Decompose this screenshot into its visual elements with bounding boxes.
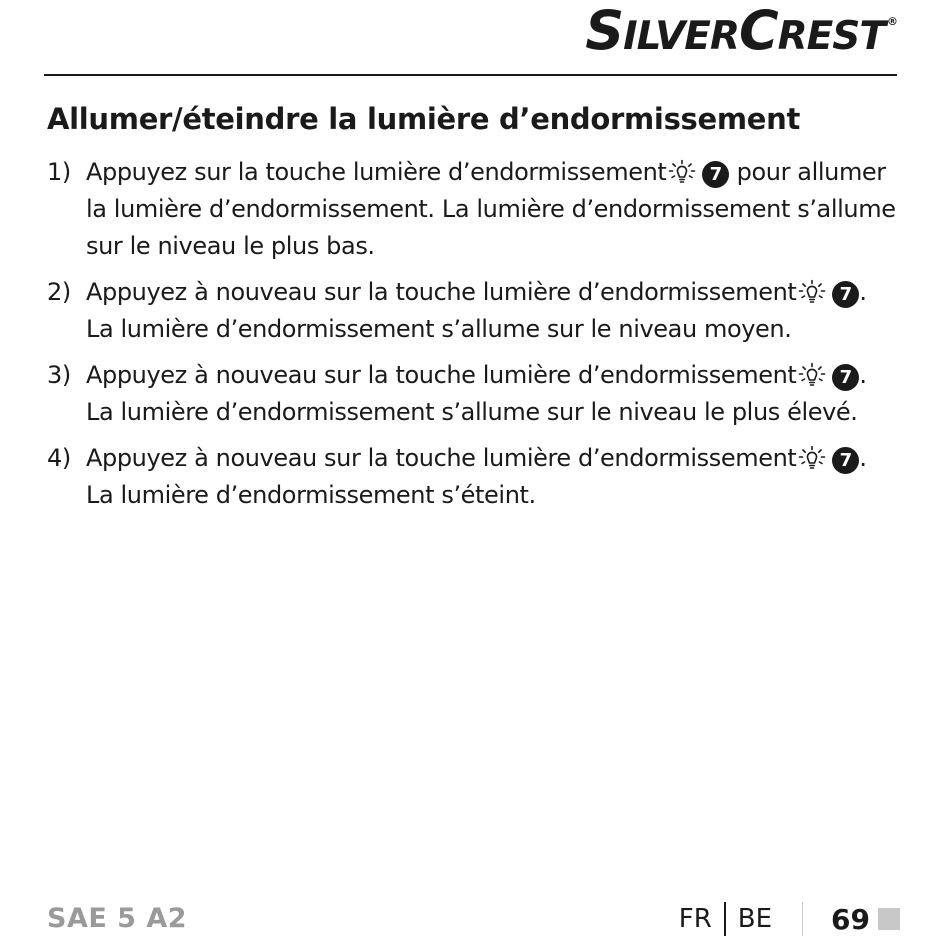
step-line [86, 274, 897, 311]
step-number: 1) [47, 158, 71, 186]
brand-crest-rest: REST [777, 14, 885, 59]
footer-language-fr: FR [678, 904, 712, 934]
step-line-text: . [859, 444, 867, 472]
step-line [86, 154, 897, 191]
footer-model-number: SAE 5 A2 [47, 903, 188, 934]
step-line [86, 357, 897, 394]
step-text [86, 274, 897, 348]
step-line-text: . [859, 361, 867, 389]
step-text [86, 357, 897, 431]
step-line: La lumière d’endormissement s’éteint. [86, 481, 536, 509]
brand-silver-rest: ILVER [623, 14, 739, 59]
step-line-text: Appuyez sur la touche lumière d’endormissement [86, 158, 667, 186]
button-number-badge: 7 [702, 161, 729, 188]
sleep-light-sun-icon [798, 362, 826, 388]
page-marker-square [878, 908, 900, 930]
button-number-badge: 7 [832, 447, 859, 474]
step-line: La lumière d’endormissement s’allume sur le niveau le plus élevé. [86, 398, 858, 426]
brand-logo [585, 0, 898, 62]
step-number: 4) [47, 444, 71, 472]
footer-page-info [679, 902, 900, 936]
step-line-text: . [859, 278, 867, 306]
step-line [86, 440, 897, 477]
step-3 [47, 357, 897, 431]
instruction-steps [47, 154, 897, 523]
step-4 [47, 440, 897, 514]
page-number: 69 [831, 902, 870, 936]
sleep-light-sun-icon [798, 445, 826, 471]
step-line-text: Appuyez à nouveau sur la touche lumière d’endormissement [86, 444, 797, 472]
step-line: La lumière d’endormissement s’allume sur le niveau moyen. [86, 315, 792, 343]
step-line-text: pour allumer [729, 158, 886, 186]
step-text [86, 154, 897, 265]
brand-letter-c: C [738, 0, 778, 62]
step-number: 3) [47, 361, 71, 389]
footer-language-be: BE [737, 904, 773, 934]
step-text [86, 440, 897, 514]
step-2 [47, 274, 897, 348]
footer-divider [802, 902, 803, 936]
sleep-light-sun-icon [668, 159, 696, 185]
brand-letter-s: S [585, 0, 624, 62]
footer-language-divider [724, 902, 726, 936]
step-line-text: Appuyez à nouveau sur la touche lumière d’endormissement [86, 278, 797, 306]
registered-mark: ® [887, 15, 898, 28]
button-number-badge: 7 [832, 281, 859, 308]
step-number: 2) [47, 278, 71, 306]
sleep-light-sun-icon [798, 279, 826, 305]
step-line: sur le niveau le plus bas. [86, 232, 375, 260]
button-number-badge: 7 [832, 364, 859, 391]
step-line-text: Appuyez à nouveau sur la touche lumière d’endormissement [86, 361, 797, 389]
step-line: la lumière d’endormissement. La lumière d’endormissement s’allume [86, 195, 896, 223]
header-divider [44, 74, 897, 76]
step-1 [47, 154, 897, 265]
section-title: Allumer/éteindre la lumière d’endormissement [47, 102, 801, 136]
